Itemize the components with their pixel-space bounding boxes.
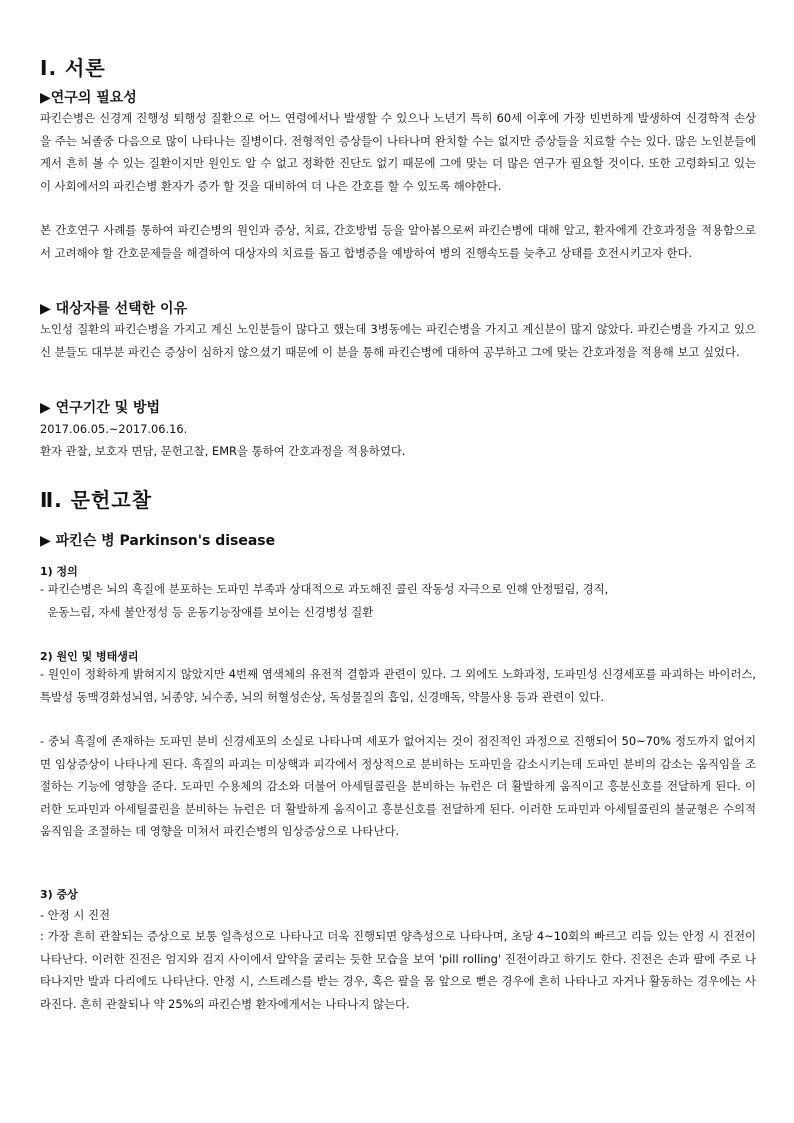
chapter-title-review: Ⅱ. 문헌고찰 <box>40 488 153 512</box>
subheading-cause: 2) 원인 및 병태생리 <box>40 650 139 663</box>
disease-heading: ▶ 파킨슨 병 Parkinson's disease <box>40 533 276 549</box>
paragraph-symptom: : 가장 흔히 관찰되는 증상으로 보통 일측성으로 나타나고 더욱 진행되면 양측성으로 나타나며, 초당 4~10회의 빠르고 리듬 있는 안정 시 진전이 나타난다. 이러한 진전은 엄지와 검지 사이에서 알약을 굴리는 듯한 모습을 보여 'pill rolling' 진전이라고 하기도 한다. 진전은 손과 팔에 주로 나타나지만 발과 다리에도 나타난다. 안정 시, 스트레스를 받는 경우, 혹은 팔을 몸 앞으로 뻗은 경우에 흔히 나타나고 자거나 활동하는 경우에는 사라진다. 흔히 관찰되나 약 25%의 파킨슨병 환자에게서는 나타나지 않는다. <box>40 929 756 1011</box>
subheading-definition: 1) 정의 <box>40 565 78 578</box>
symptom-sub: - 안정 시 진전 <box>40 908 110 922</box>
chapter-title-intro: Ⅰ. 서론 <box>40 56 106 80</box>
section-heading-reason: ▶ 대상자를 선택한 이유 <box>40 301 188 317</box>
paragraph-cause-2: - 중뇌 흑질에 존재하는 도파민 분비 신경세포의 소실로 나타나며 세포가 없어지는 것이 점진적인 과정으로 진행되어 50~70% 정도까지 없어지면 임상증상이 나타나게 된다. 흑질의 파괴는 미상핵과 피각에서 정상적으로 분비하는 도파민을 감소시키는데 도파민 분비의 감소는 움직임을 조절하는 기능에 영향을 준다. 도파민 수용체의 감소와 더불어 아세틸콜린을 분비하는 뉴런은 더 활발하게 움직이고 흥분신호를 전달하게 된다. 이러한 도파민과 아세틸콜린을 분비하는 뉴런은 더 활발하게 움직이고 흥분신호를 전달하게 된다. 이러한 도파민과 아세틸콜린의 불균형은 수의적 움직임을 조절하는 데 영향을 미쳐서 파킨슨병의 임상증상으로 나타난다. <box>40 734 756 839</box>
section-heading-need: ▶연구의 필요성 <box>40 90 137 106</box>
paragraph-cause-1: - 원인이 정확하게 밝혀지지 않았지만 4번째 염색체의 유전적 결함과 관련이 있다. 그 외에도 노화과정, 도파민성 신경세포를 파괴하는 바이러스, 특발성 동맥경화성뇌염, 뇌종양, 뇌수종, 뇌의 허혈성손상, 독성물질의 흡입, 신경매독, 약물사용 등과 관련이 있다. <box>40 667 756 704</box>
paragraph-need-1: 파킨슨병은 신경계 진행성 퇴행성 질환으로 어느 연령에서나 발생할 수 있으나 노년기 특히 60세 이후에 가장 빈번하게 발생하여 신경학적 손상을 주는 뇌졸중 다음으로 많이 나타나는 질병이다. 전형적인 증상들이 나타나며 완치할 수는 없지만 증상들을 치료할 수는 있다. 많은 노인분들에게서 흔히 볼 수 있는 질환이지만 원인도 알 수 없고 정확한 진단도 없기 때문에 그에 맞는 더 많은 연구가 필요할 것이다. 또한 고령화되고 있는 이 사회에서의 파킨슨병 환자가 증가 할 것을 대비하여 더 나은 간호를 할 수 있도록 해야한다. <box>40 111 756 193</box>
paragraph-need-2: 본 간호연구 사례를 통하여 파킨슨병의 원인과 증상, 치료, 간호방법 등을 알아봄으로써 파킨슨병에 대해 알고, 환자에게 간호과정을 적용함으로서 고려해야 할 간호문제들을 해결하여 대상자의 치료를 돕고 합병증을 예방하여 병의 진행속도를 늦추고 상태를 호전시키고자 한다. <box>40 223 756 260</box>
paragraph-reason: 노인성 질환의 파킨슨병을 가지고 계신 노인분들이 많다고 했는데 3병동에는 파킨슨병을 가지고 계신분이 많지 않았다. 파킨슨병을 가지고 있으신 분들도 대부분 파킨슨 증상이 심하지 않으셨기 때문에 이 분을 통해 파킨슨병에 대하여 공부하고 그에 맞는 간호과정을 적용해 보고 싶었다. <box>40 322 756 359</box>
study-dates: 2017.06.05.~2017.06.16. <box>40 422 188 436</box>
subheading-symptom: 3) 증상 <box>40 888 78 901</box>
section-heading-period: ▶ 연구기간 및 방법 <box>40 400 161 416</box>
definition-line-2: 운동느림, 자세 불안정성 등 운동기능장애를 보이는 신경병성 질환 <box>40 605 374 619</box>
study-method: 환자 관찰, 보호자 면담, 문헌고찰, EMR을 통하여 간호과정을 적용하였다. <box>40 444 406 458</box>
definition-line-1: - 파킨슨병은 뇌의 흑질에 분포하는 도파민 부족과 상대적으로 과도해진 콜린 작동성 자극으로 인해 안정떨림, 경직, <box>40 582 609 596</box>
